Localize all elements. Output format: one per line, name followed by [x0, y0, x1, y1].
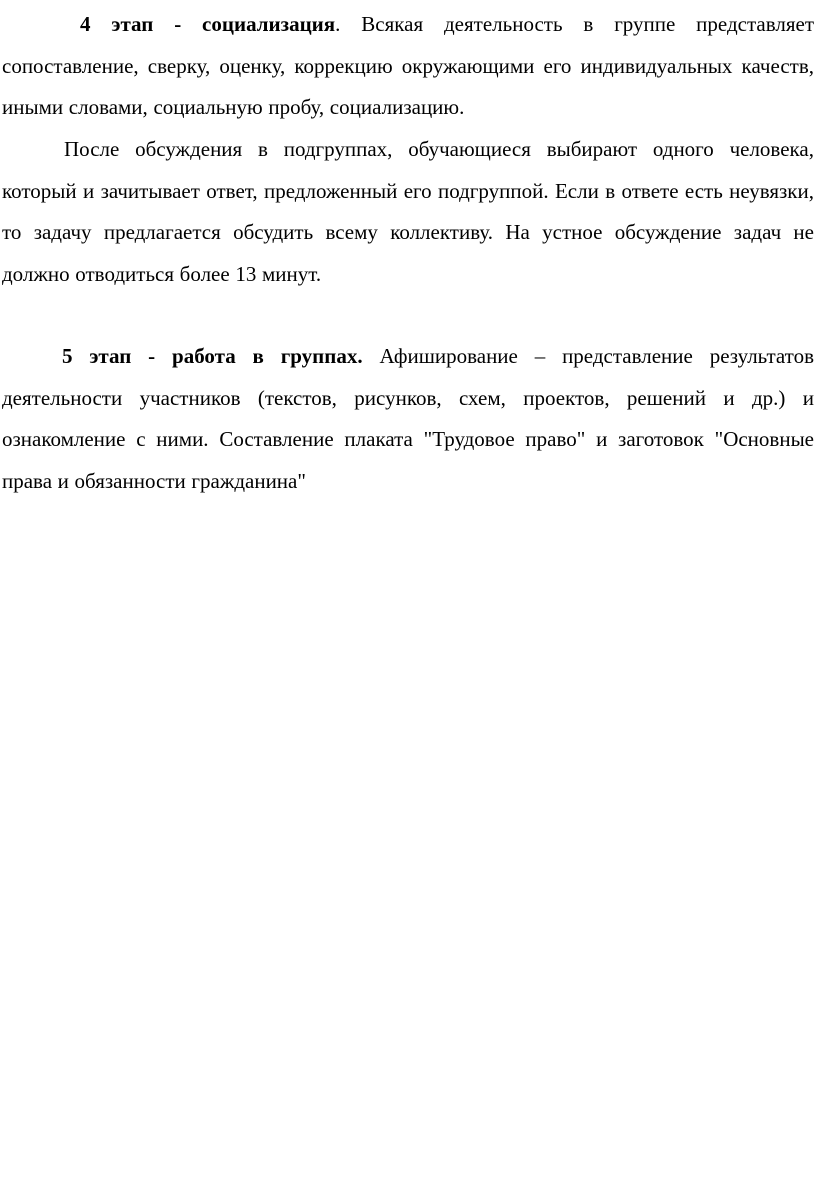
stage-4-text: . Всякая деятельность в группе представляет сопоставление, сверку, оценку, коррекцию окружающими его индивидуальных качеств, иными словами, социальную пробу, социализацию.	[2, 12, 815, 119]
paragraph-discussion	[2, 129, 814, 295]
paragraph-stage-4	[2, 4, 814, 129]
discussion-text: После обсуждения в подгруппах, обучающиеся выбирают одного человека, который и зачитывает ответ, предложенный его подгруппой. Если в ответе есть неувязки, то задачу предлагается обсудить всему коллективу. На устное обсуждение задач не должно отводиться более 13 минут.	[2, 137, 814, 286]
paragraph-stage-5	[2, 336, 814, 502]
stage-5-heading: 5 этап - работа в группах.	[62, 344, 363, 368]
stage-5-text: Афиширование – представление результатов деятельности участников (текстов, рисунков, схем, проектов, решений и др.) и ознакомление с ними. Составление плаката "Трудовое право" и заготовок "Основные права и обязанности гражданина"	[2, 344, 814, 493]
stage-4-heading: 4 этап - социализация	[80, 12, 336, 36]
